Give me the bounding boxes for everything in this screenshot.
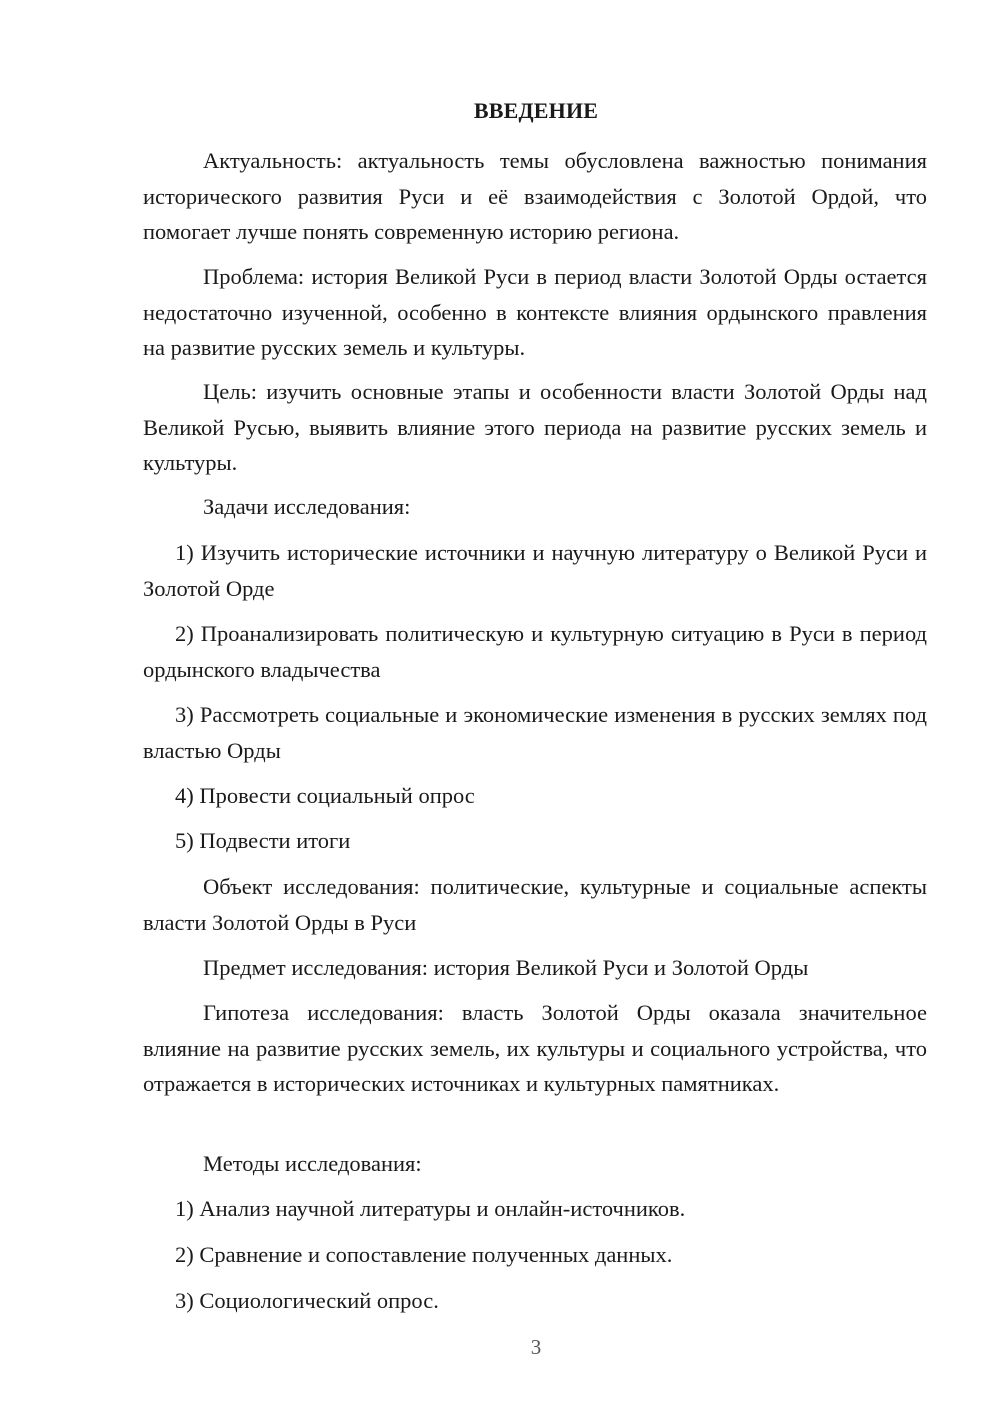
method-item-3: 3) Социологический опрос. (175, 1288, 439, 1313)
paragraph-subject: Предмет исследования: история Великой Руси и Золотой Орды (203, 955, 809, 980)
paragraph-goal: Цель: изучить основные этапы и особенности власти Золотой Орды над Великой Русью, выявить влияние этого периода на развитие русских земель и культуры. (143, 379, 927, 475)
paragraph-tasks-heading: Задачи исследования: (203, 494, 411, 519)
paragraph-object: Объект исследования: политические, культурные и социальные аспекты власти Золотой Орды в Руси (143, 874, 927, 935)
paragraph-hypothesis: Гипотеза исследования: власть Золотой Орды оказала значительное влияние на развитие русских земель, их культуры и социального устройства, что отражается в исторических источниках и культурных памятниках. (143, 1000, 927, 1096)
task-item-5: 5) Подвести итоги (175, 828, 351, 853)
task-item-1: 1) Изучить исторические источники и научную литературу о Великой Руси и Золотой Орде (143, 540, 927, 601)
method-item-1: 1) Анализ научной литературы и онлайн-источников. (175, 1196, 686, 1221)
task-item-2: 2) Проанализировать политическую и культурную ситуацию в Руси в период ордынского владычества (143, 621, 927, 682)
paragraph-relevance: Актуальность: актуальность темы обусловлена важностью понимания исторического развития Руси и её взаимодействия с Золотой Ордой, что помогает лучше понять современную историю региона. (143, 148, 927, 244)
method-item-2: 2) Сравнение и сопоставление полученных данных. (175, 1242, 673, 1267)
page-number: 3 (530, 1335, 542, 1359)
task-item-4: 4) Провести социальный опрос (175, 783, 475, 808)
paragraph-methods-heading: Методы исследования: (203, 1151, 422, 1176)
task-item-3: 3) Рассмотреть социальные и экономические изменения в русских землях под властью Орды (143, 702, 927, 763)
section-heading: ВВЕДЕНИЕ (473, 98, 599, 123)
paragraph-problem: Проблема: история Великой Руси в период власти Золотой Орды остается недостаточно изученной, особенно в контексте влияния ордынского правления на развитие русских земель и культуры. (143, 264, 927, 360)
